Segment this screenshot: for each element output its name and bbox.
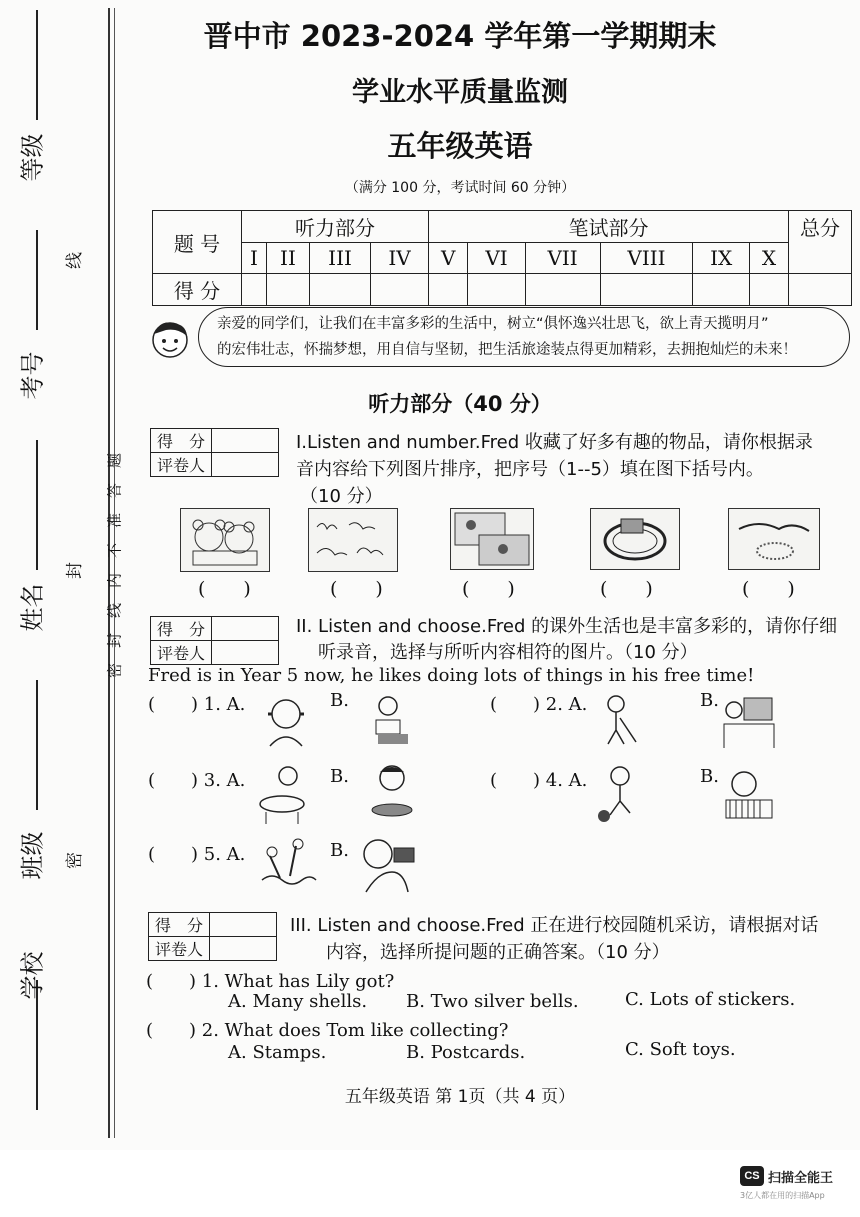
grader-score-label: 得 分 bbox=[151, 429, 212, 453]
part1-answer-blank-2[interactable]: ( ) bbox=[330, 578, 383, 600]
boy-mascot-icon bbox=[148, 318, 192, 364]
fill-line-kaohao bbox=[36, 230, 38, 330]
page-footer: 五年级英语 第 1页（共 4 页） bbox=[344, 1087, 576, 1107]
score-table-writing: 笔试部分 bbox=[429, 211, 789, 243]
score-cell[interactable] bbox=[266, 274, 309, 306]
washing-boy-icon bbox=[256, 764, 316, 830]
listening-section-title: 听力部分（40 分） bbox=[368, 392, 552, 416]
score-cell[interactable] bbox=[371, 274, 429, 306]
score-row-label: 得 分 bbox=[153, 274, 242, 306]
grader-score-cell[interactable] bbox=[212, 429, 279, 453]
seal-word-xian: 线 bbox=[65, 252, 85, 269]
sweeping-boy-icon bbox=[590, 692, 646, 752]
grader-name-cell[interactable] bbox=[212, 641, 279, 665]
score-cell[interactable] bbox=[693, 274, 750, 306]
bracelet-icon bbox=[728, 508, 820, 570]
score-cell[interactable] bbox=[429, 274, 468, 306]
fill-line-xingming bbox=[36, 440, 38, 570]
score-cell-total[interactable] bbox=[789, 274, 852, 306]
grader-name-label: 评卷人 bbox=[149, 937, 210, 961]
part2-item5-b: B. bbox=[330, 840, 349, 861]
scanner-tagline: 3亿人都在用的扫描App bbox=[740, 1191, 825, 1200]
encouragement-bubble bbox=[198, 307, 850, 367]
label-xingming: 姓名 bbox=[18, 583, 47, 632]
sports-photos-icon bbox=[450, 508, 534, 570]
rowing-icon bbox=[256, 836, 318, 900]
part1-answer-blank-1[interactable]: ( ) bbox=[198, 578, 251, 600]
exam-title-line1: 晋中市 2023-2024 学年第一学期期末 bbox=[203, 19, 717, 53]
signatures-icon bbox=[308, 508, 398, 572]
fill-line-banji bbox=[36, 680, 38, 810]
label-dengji: 等级 bbox=[18, 133, 47, 182]
grader-name-cell[interactable] bbox=[210, 937, 277, 961]
score-col-1: I bbox=[242, 243, 267, 274]
label-kaohao: 考号 bbox=[18, 351, 47, 400]
score-col-7: VII bbox=[525, 243, 600, 274]
part2-item3: ( ) 3. A. bbox=[148, 770, 246, 791]
grader-score-label: 得 分 bbox=[151, 617, 212, 641]
scanner-brand-name: 扫描全能王 bbox=[768, 1171, 834, 1186]
part2-instruction-line1: II. Listen and choose.Fred 的课外生活也是丰富多彩的，请你仔细 bbox=[296, 616, 838, 637]
score-table-total: 总分 bbox=[789, 211, 852, 274]
part2-instruction-line2: 听录音，选择与所听内容相符的图片。（10 分） bbox=[318, 642, 698, 663]
part3-question1: ( ) 1. What has Lily got? bbox=[146, 971, 395, 992]
grader-name-label: 评卷人 bbox=[151, 453, 212, 477]
score-col-10: X bbox=[750, 243, 789, 274]
score-table bbox=[152, 210, 852, 306]
part2-item4-b: B. bbox=[700, 766, 719, 787]
teddy-bears-icon bbox=[180, 508, 270, 572]
reading-boy-icon bbox=[362, 692, 418, 752]
part3-q1-option-a[interactable]: A. Many shells. bbox=[228, 991, 368, 1012]
part1-answer-blank-4[interactable]: ( ) bbox=[600, 578, 653, 600]
part2-item4: ( ) 4. A. bbox=[490, 770, 588, 791]
part2-item2-b: B. bbox=[700, 690, 719, 711]
score-col-4: IV bbox=[371, 243, 429, 274]
computer-boy-icon bbox=[718, 690, 778, 754]
football-boy-icon bbox=[594, 764, 644, 828]
cooking-boy-icon bbox=[362, 762, 422, 830]
grader-box-3 bbox=[148, 912, 277, 961]
part1-instruction-line2: 音内容给下列图片排序，把序号（1--5）填在图下括号内。 bbox=[296, 459, 764, 480]
encouragement-line2: 的宏伟壮志，怀揣梦想，用自信与坚韧，把生活旅途装点得更加精彩，去拥抱灿烂的未来！ bbox=[217, 342, 797, 358]
score-cell[interactable] bbox=[309, 274, 370, 306]
part3-q1-option-c[interactable]: C. Lots of stickers. bbox=[625, 989, 796, 1010]
grader-score-label: 得 分 bbox=[149, 913, 210, 937]
grader-name-cell[interactable] bbox=[212, 453, 279, 477]
score-table-header-label: 题 号 bbox=[153, 211, 242, 274]
score-cell[interactable] bbox=[525, 274, 600, 306]
part2-item3-b: B. bbox=[330, 766, 349, 787]
part3-q2-option-a[interactable]: A. Stamps. bbox=[228, 1042, 327, 1063]
score-cell[interactable] bbox=[468, 274, 525, 306]
exam-title-line3: 五年级英语 bbox=[387, 129, 533, 163]
seal-warning: 密 封 线 内 不 准 答 题 bbox=[105, 453, 124, 679]
score-col-5: V bbox=[429, 243, 468, 274]
camera-boy-icon bbox=[356, 832, 420, 900]
part1-answer-blank-5[interactable]: ( ) bbox=[742, 578, 795, 600]
grader-box-2 bbox=[150, 616, 279, 665]
part3-question2: ( ) 2. What does Tom like collecting? bbox=[146, 1020, 509, 1041]
part3-q2-option-b[interactable]: B. Postcards. bbox=[406, 1042, 526, 1063]
listening-music-icon bbox=[258, 692, 314, 752]
seal-word-mi: 密 bbox=[65, 852, 85, 869]
grader-name-label: 评卷人 bbox=[151, 641, 212, 665]
exam-title-line2: 学业水平质量监测 bbox=[352, 77, 568, 108]
score-col-3: III bbox=[309, 243, 370, 274]
ring-icon bbox=[590, 508, 680, 570]
part2-item2: ( ) 2. A. bbox=[490, 694, 588, 715]
exam-subtitle: （满分 100 分，考试时间 60 分钟） bbox=[344, 180, 576, 196]
label-banji: 班级 bbox=[18, 831, 47, 880]
part2-intro: Fred is in Year 5 now, he likes doing lots of things in his free time! bbox=[148, 665, 755, 686]
score-table-listening: 听力部分 bbox=[242, 211, 429, 243]
part1-instruction-line3: （10 分） bbox=[300, 486, 383, 507]
score-cell[interactable] bbox=[600, 274, 693, 306]
part2-item5: ( ) 5. A. bbox=[148, 844, 246, 865]
score-cell[interactable] bbox=[750, 274, 789, 306]
seal-word-feng: 封 bbox=[65, 562, 85, 579]
piano-boy-icon bbox=[720, 762, 776, 828]
score-col-8: VIII bbox=[600, 243, 693, 274]
grader-box-1 bbox=[150, 428, 279, 477]
part2-item1-b: B. bbox=[330, 690, 349, 711]
part1-answer-blank-3[interactable]: ( ) bbox=[462, 578, 515, 600]
grader-score-cell[interactable] bbox=[210, 913, 277, 937]
encouragement-line1: 亲爱的同学们，让我们在丰富多彩的生活中，树立“俱怀逸兴壮思飞，欲上青天揽明月” bbox=[217, 316, 769, 332]
part1-instruction-line1: I.Listen and number.Fred 收藏了好多有趣的物品，请你根据录 bbox=[296, 432, 813, 453]
part3-q1-option-b[interactable]: B. Two silver bells. bbox=[406, 991, 579, 1012]
part3-q2-option-c[interactable]: C. Soft toys. bbox=[625, 1039, 736, 1060]
score-col-9: IX bbox=[693, 243, 750, 274]
part3-instruction-line2: 内容，选择所提问题的正确答案。（10 分） bbox=[326, 942, 670, 963]
label-xuexiao: 学校 bbox=[18, 951, 47, 1000]
part3-instruction-line1: III. Listen and choose.Fred 正在进行校园随机采访，请根据对话 bbox=[290, 915, 819, 936]
score-col-2: II bbox=[266, 243, 309, 274]
score-cell[interactable] bbox=[242, 274, 267, 306]
score-col-6: VI bbox=[468, 243, 525, 274]
part2-item1: ( ) 1. A. bbox=[148, 694, 246, 715]
scanner-logo-icon: CS bbox=[740, 1166, 764, 1186]
grader-score-cell[interactable] bbox=[212, 617, 279, 641]
